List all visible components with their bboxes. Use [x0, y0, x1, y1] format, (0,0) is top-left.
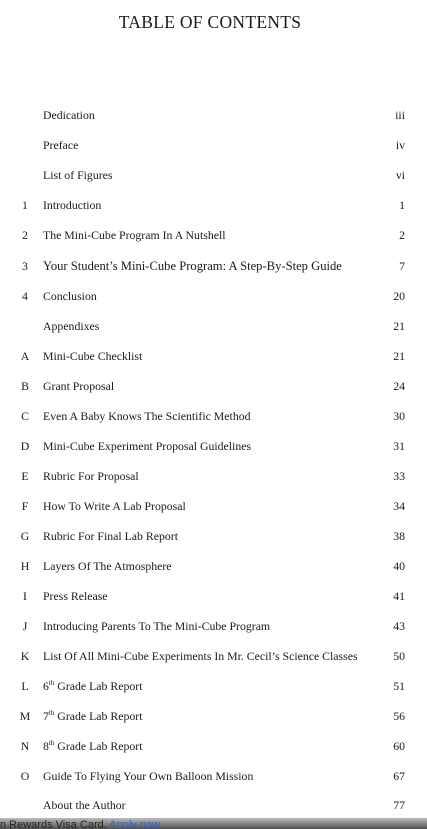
entry-label: Press Release: [43, 589, 108, 603]
label-rest: Grade Lab Report: [54, 739, 143, 753]
entry-number: 2: [22, 228, 28, 242]
toc-row-chapter-3[interactable]: [0, 258, 427, 274]
entry-label: Preface: [43, 138, 79, 152]
toc-row-appendix-g[interactable]: [0, 528, 427, 544]
entry-number: K: [20, 649, 30, 663]
toc-row-appendix-d[interactable]: [0, 438, 427, 454]
entry-number: A: [20, 349, 30, 363]
entry-number: B: [21, 379, 29, 393]
toc-row-appendix-f[interactable]: [0, 498, 427, 514]
entry-number: G: [20, 529, 30, 543]
entry-page: iii: [395, 108, 405, 122]
label-rest: Grade Lab Report: [54, 709, 143, 723]
entry-number: C: [21, 409, 29, 423]
entry-page: 2: [399, 228, 405, 242]
entry-page: iv: [395, 138, 405, 152]
entry-page: 60: [393, 739, 405, 753]
entry-label: Your Student’s Mini-Cube Program: A Step-By-Step Guide: [43, 259, 342, 273]
toc-row-preface[interactable]: [0, 137, 427, 153]
entry-label: List of Figures: [43, 168, 113, 182]
entry-page: 56: [393, 709, 405, 723]
entry-page: 24: [393, 379, 405, 393]
entry-label: Even A Baby Knows The Scientific Method: [43, 409, 251, 423]
entry-label: [43, 678, 142, 694]
entry-label: Dedication: [43, 108, 95, 122]
entry-number: H: [20, 559, 30, 573]
entry-number: 4: [22, 289, 28, 303]
entry-page: 51: [393, 679, 405, 693]
toc-row-chapter-4[interactable]: [0, 288, 427, 304]
entry-label: List Of All Mini-Cube Experiments In Mr. Cecil’s Science Classes: [43, 649, 358, 663]
entry-label: Introduction: [43, 198, 102, 212]
toc-row-appendix-c[interactable]: [0, 408, 427, 424]
entry-label: Conclusion: [43, 289, 97, 303]
entry-number: 3: [22, 259, 28, 273]
entry-page: 77: [393, 798, 405, 812]
entry-page: 21: [393, 349, 405, 363]
entry-number: F: [21, 499, 29, 513]
toc-row-dedication[interactable]: [0, 107, 427, 123]
entry-number: O: [20, 769, 30, 783]
toc-row-appendix-l[interactable]: [0, 678, 427, 694]
page-title: TABLE OF CONTENTS: [118, 12, 302, 32]
toc-row-chapter-2[interactable]: [0, 227, 427, 243]
entry-label: [43, 738, 142, 754]
toc-row-appendixes[interactable]: [0, 318, 427, 334]
entry-label: Appendixes: [43, 319, 100, 333]
entry-number: I: [23, 589, 27, 603]
entry-label: Guide To Flying Your Own Balloon Mission: [43, 769, 254, 783]
entry-label: [43, 708, 142, 724]
toc-row-appendix-e[interactable]: [0, 468, 427, 484]
toc-row-chapter-1[interactable]: [0, 197, 427, 213]
entry-label: Layers Of The Atmosphere: [43, 559, 172, 573]
entry-page: vi: [395, 168, 405, 182]
entry-label: Mini-Cube Checklist: [43, 349, 143, 363]
grade-number: 7: [43, 709, 49, 723]
entry-page: 40: [393, 559, 405, 573]
entry-page: 50: [393, 649, 405, 663]
entry-page: 20: [393, 289, 405, 303]
entry-label: The Mini-Cube Program In A Nutshell: [43, 228, 226, 242]
toc-row-appendix-a[interactable]: [0, 348, 427, 364]
entry-label: Rubric For Final Lab Report: [43, 529, 178, 543]
label-rest: Grade Lab Report: [54, 679, 143, 693]
toc-row-appendix-h[interactable]: [0, 558, 427, 574]
apply-now-link[interactable]: Apply now.: [109, 820, 163, 829]
entry-number: 1: [22, 198, 28, 212]
entry-page: 30: [393, 409, 405, 423]
ad-banner[interactable]: [0, 820, 427, 829]
entry-label: How To Write A Lab Proposal: [43, 499, 186, 513]
ordinal-suffix: th: [48, 709, 55, 717]
entry-label: Rubric For Proposal: [43, 469, 139, 483]
toc-row-appendix-b[interactable]: [0, 378, 427, 394]
entry-number: L: [21, 679, 29, 693]
toc-row-appendix-j[interactable]: [0, 618, 427, 634]
entry-number: J: [22, 619, 28, 633]
entry-page: 1: [399, 198, 405, 212]
entry-number: N: [20, 739, 30, 753]
toc-row-appendix-k[interactable]: [0, 648, 427, 664]
entry-label: Grant Proposal: [43, 379, 115, 393]
toc-row-appendix-o[interactable]: [0, 768, 427, 784]
ordinal-suffix: th: [48, 679, 55, 687]
entry-page: 38: [393, 529, 405, 543]
ordinal-suffix: th: [48, 739, 55, 747]
entry-page: 67: [393, 769, 405, 783]
entry-page: 33: [393, 469, 405, 483]
entry-page: 34: [393, 499, 405, 513]
grade-number: 6: [43, 679, 49, 693]
entry-label: Mini-Cube Experiment Proposal Guidelines: [43, 439, 252, 453]
entry-page: 21: [393, 319, 405, 333]
toc-row-about-author[interactable]: [0, 797, 427, 813]
toc-row-list-of-figures[interactable]: [0, 167, 427, 183]
entry-page: 31: [393, 439, 405, 453]
entry-number: M: [19, 709, 31, 723]
entry-page: 41: [393, 589, 405, 603]
toc-row-appendix-i[interactable]: [0, 588, 427, 604]
toc-row-appendix-m[interactable]: [0, 708, 427, 724]
grade-number: 8: [43, 739, 49, 753]
banner-text: n Rewards Visa Card.: [0, 820, 110, 829]
entry-number: D: [20, 439, 30, 453]
entry-page: 7: [399, 259, 405, 273]
entry-label: Introducing Parents To The Mini-Cube Program: [43, 619, 271, 633]
entry-number: E: [21, 469, 29, 483]
toc-row-appendix-n[interactable]: [0, 738, 427, 754]
entry-label: About the Author: [43, 798, 126, 812]
entry-page: 43: [393, 619, 405, 633]
